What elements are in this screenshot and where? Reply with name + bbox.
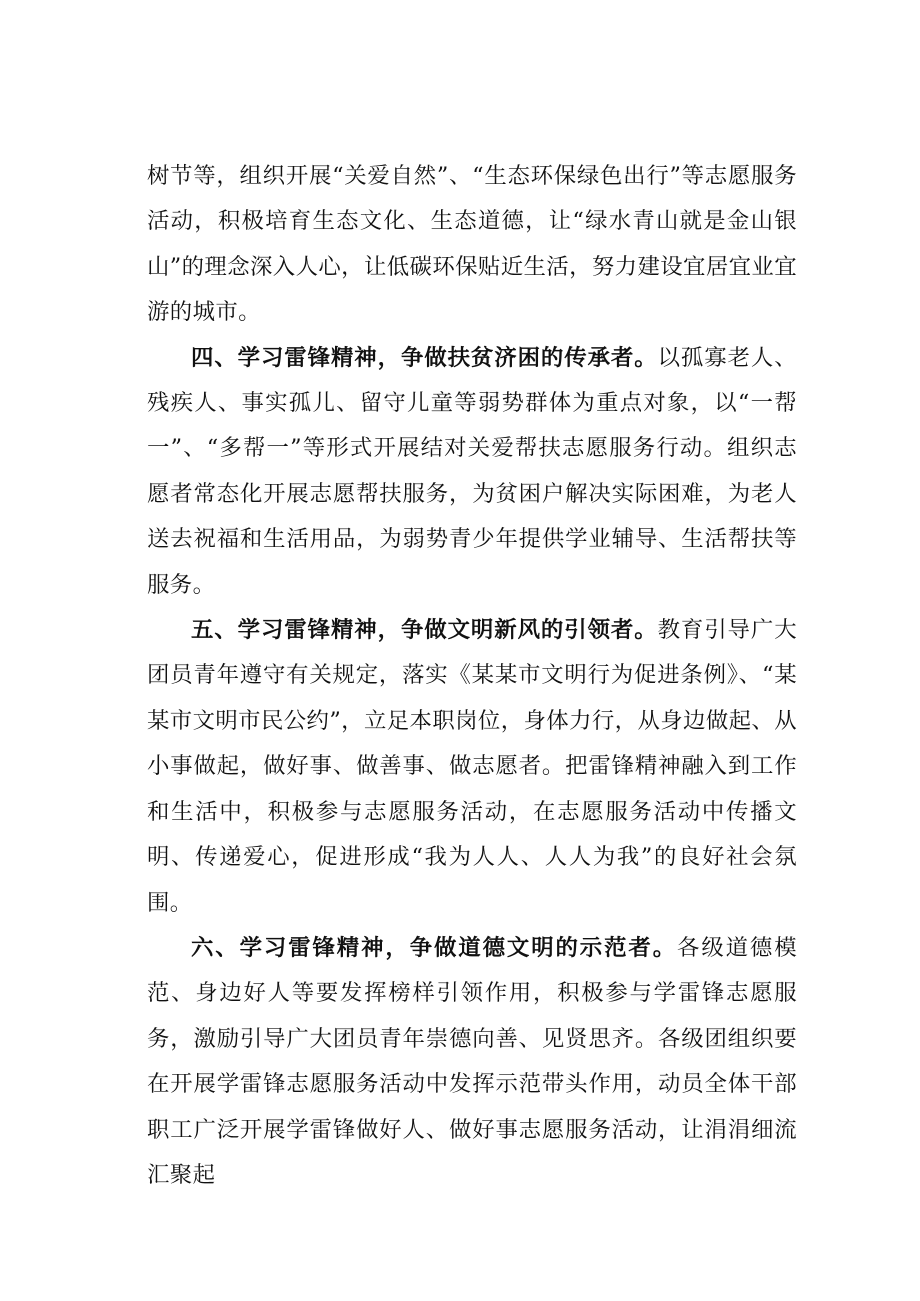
- paragraph-section-5: [147, 608, 797, 926]
- paragraph-body: 各级道德模范、身边好人等要发挥榜样引领作用，积极参与学雷锋志愿服务，激励引导广大团员青年崇德向善、见贤思齐。各级团组织要在开展学雷锋志愿服务活动中发挥示范带头作用，动员全体干部职工广泛开展学雷锋做好人、做好事志愿服务活动，让涓涓细流汇聚起: [147, 934, 798, 1188]
- paragraph-section-4: [147, 336, 797, 608]
- paragraph-continuation: [147, 154, 797, 336]
- section-heading: 四、学习雷锋精神，争做扶贫济困的传承者。: [191, 344, 658, 371]
- paragraph-body: 以孤寡老人、残疾人、事实孤儿、留守儿童等弱势群体为重点对象，以“一帮一”、“多帮一”等形式开展结对关爱帮扶志愿服务行动。组织志愿者常态化开展志愿帮扶服务，为贫困户解决实际困难，为老人送去祝福和生活用品，为弱势青少年提供学业辅导、生活帮扶等服务。: [147, 344, 797, 598]
- document-body: [147, 154, 797, 1198]
- section-heading: 五、学习雷锋精神，争做文明新风的引领者。: [191, 617, 658, 644]
- paragraph-body: 教育引导广大团员青年遵守有关规定，落实《某某市文明行为促进条例》、“某某市文明市民公约”，立足本职岗位，身体力行，从身边做起、从小事做起，做好事、做善事、做志愿者。把雷锋精神融入到工作和生活中，积极参与志愿服务活动，在志愿服务活动中传播文明、传递爱心，促进形成“我为人人、人人为我”的良好社会氛围。: [147, 617, 797, 916]
- section-heading: 六、学习雷锋精神，争做道德文明的示范者。: [191, 934, 678, 961]
- paragraph-section-6: [147, 926, 797, 1198]
- paragraph-body: 树节等，组织开展“关爱自然”、“生态环保绿色出行”等志愿服务活动，积极培育生态文化、生态道德，让“绿水青山就是金山银山”的理念深入人心，让低碳环保贴近生活，努力建设宜居宜业宜游的城市。: [147, 163, 797, 326]
